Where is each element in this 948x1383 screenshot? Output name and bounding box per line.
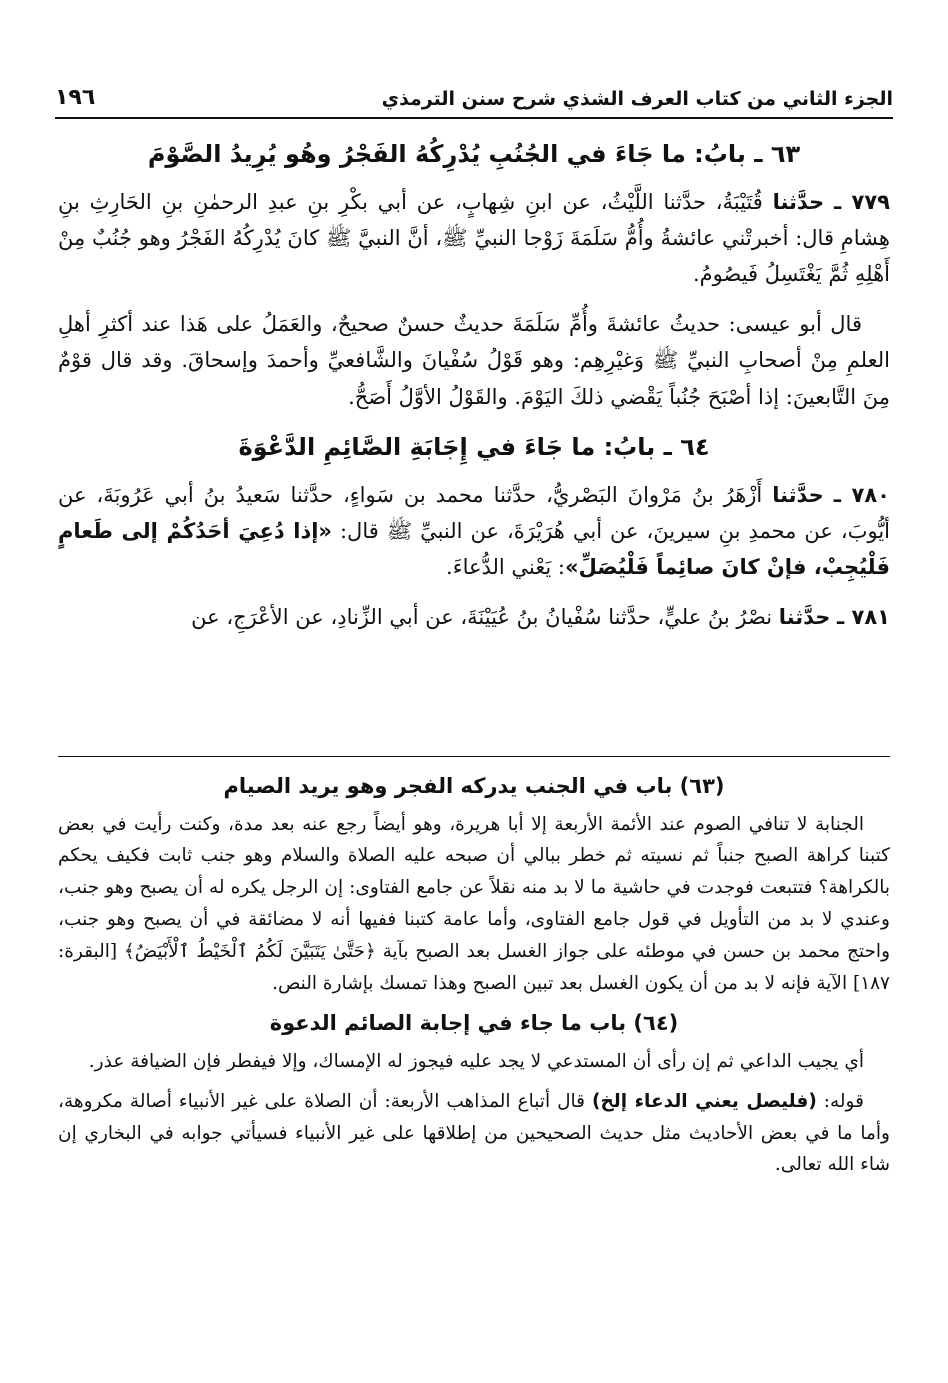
chapter-64-heading: ٦٤ ـ بابُ: ما جَاءَ في إِجَابَةِ الصَّائِمِ الدَّعْوَةَ xyxy=(238,432,710,461)
hadith-780 xyxy=(58,477,890,585)
quote-lemma: (فليصل يعني الدعاء إلخ) xyxy=(591,1090,817,1112)
hadith-lead: حدَّثنا xyxy=(772,190,825,214)
sharh-heading-64: (٦٤) باب ما جاء في إجابة الصائم الدعوة xyxy=(269,1011,679,1036)
page-number: ١٩٦ xyxy=(55,85,96,110)
main-text xyxy=(58,130,890,649)
hadith-number: ٧٨٠ ـ xyxy=(833,482,890,507)
hadith-matn: «إذا دُعِيَ أحَدُكُمْ إلى طَعامٍ فَلْيُجِبْ، فإنْ كانَ صائِماً فَلْيُصَلِّ» xyxy=(58,518,890,579)
chapter-63-commentary: قال أبو عيسى: حديثُ عائشةَ وأُمِّ سَلَمَةَ حديثٌ حسنٌ صحيحٌ، والعَمَلُ على هَذا عند أكثرِ أهلِ العلمِ مِنْ أصحابِ النبيِّ ﷺ وَغيْرِهِم: وهو قَوْلُ سُفْيانَ والشَّافعيِّ وأحمدَ وإسحاقَ. وقد قال قوْمٌ مِنَ التَّابعينَ: إذا أصْبَحَ جُنُباً يَقْضي ذلكَ اليَوْمَ. والقَوْلُ الأوَّلُ أَصَحُّ. xyxy=(58,312,890,409)
quote-text: قال أتباع المذاهب الأربعة: أن الصلاة على غير الأنبياء أصالة مكروهة، وأما ما في بعض الأحاديث مثل حديث الصحيحين من إطلاقها على غير الأنبياء فسيأتي جوابه في البخاري إن شاء الله تعالى. xyxy=(58,1090,890,1176)
header-rule xyxy=(55,117,893,119)
commentary-separator xyxy=(58,756,890,757)
hadith-number: ٧٨١ ـ xyxy=(837,604,890,629)
hadith-text: نصْرُ بنُ عليٍّ، حدَّثنا سُفْيانُ بنُ عُيَيْنَةَ، عن أبي الزِّنادِ، عن الأعْرَجِ، عن xyxy=(191,604,773,629)
hadith-text-end: : يَعْني الدُّعاءَ. xyxy=(446,554,565,579)
book-title: الجزء الثاني من كتاب العرف الشذي شرح سنن الترمذي xyxy=(381,88,893,110)
sharh-heading-63: (٦٣) باب في الجنب يدركه الفجر وهو يريد الصيام xyxy=(223,774,725,798)
sharh-paragraph-64: أي يجيب الداعي ثم إن رأى أن المستدعي لا يجد عليه فيجوز له الإمساك، وإلا فيفطر فإن الضيافة عذر. xyxy=(88,1050,864,1072)
hadith-text: أَزْهَرُ بنُ مَرْوانَ البَصْريُّ، حدَّثنا محمد بن سَواءٍ، حدَّثنا سَعيدُ بنُ أبي عَرُوبَةَ، عن أيُّوبَ، عن محمدِ بنِ سيرينَ، عن أبي هُرَيْرَةَ، عن النبيِّ ﷺ قال: xyxy=(58,482,890,543)
sharh-paragraph-63: الجنابة لا تنافي الصوم عند الأئمة الأربعة إلا أبا هريرة، وهو أيضاً رجع عنه بعد مدة، وكنت رأيت في بعض كتبنا كراهة الصبح جنباً ثم نسيته ثم خطر ببالي أن صبحه عليه الصلاة والسلام وهو جنب ثابت فكيف يحكم بالكراهة؟ فتتبعت فوجدت في حاشية ما لا بد منه نقلاً عن جامع الفتاوى: إن الرجل يكره له أن يصبح وهو جنب، وعندي لا بد من التأويل في قول جامع الفتاوى، وأما عامة كتبنا ففيها أنه لا مضائقة في أن يصبح وهو جنب، واحتج محمد بن حسن في موطئه على جواز الغسل بعد الصبح بآية ﴿حَتَّىٰ يَتَبَيَّنَ لَكُمُ ٱلْخَيْطُ ٱلْأَبْيَضُ﴾ [البقرة: ١٨٧] الآية فإنه لا بد من أن يكون الغسل بعد تبين الصبح وهذا تمسك بإشارة النص. xyxy=(58,813,890,994)
hadith-text: قُتَيْبَةُ، حدَّثنا اللَّيْثُ، عن ابنِ شِهابٍ، عن أبي بكْرِ بنِ عبدِ الرحمٰنِ بنِ الحَارِثِ بنِ هِشامِ قال: أخبرتْني عائشةُ وأُمُّ سَلَمَةَ زَوْجا النبيِّ ﷺ، أنَّ النبيَّ ﷺ كانَ يُدْرِكُهُ الفَجْرُ وهو جُنُبٌ مِنْ أَهْلِهِ ثُمَّ يَغْتَسِلُ فَيصُومُ. xyxy=(58,190,890,287)
hadith-lead: حدَّثنا xyxy=(772,482,824,507)
hadith-781 xyxy=(58,599,890,635)
hadith-779 xyxy=(58,184,890,292)
running-header xyxy=(55,70,893,116)
hadith-lead: حدَّثنا xyxy=(778,604,831,629)
quote-prefix: قوله: xyxy=(823,1090,864,1112)
hadith-number: ٧٧٩ ـ xyxy=(833,190,890,214)
sharh-section xyxy=(58,766,890,1189)
sharh-quote-paragraph xyxy=(58,1086,890,1181)
chapter-63-heading: ٦٣ ـ بابُ: ما جَاءَ في الجُنُبِ يُدْرِكُهُ الفَجْرُ وهُو يُرِيدُ الصَّوْمَ xyxy=(147,140,801,168)
